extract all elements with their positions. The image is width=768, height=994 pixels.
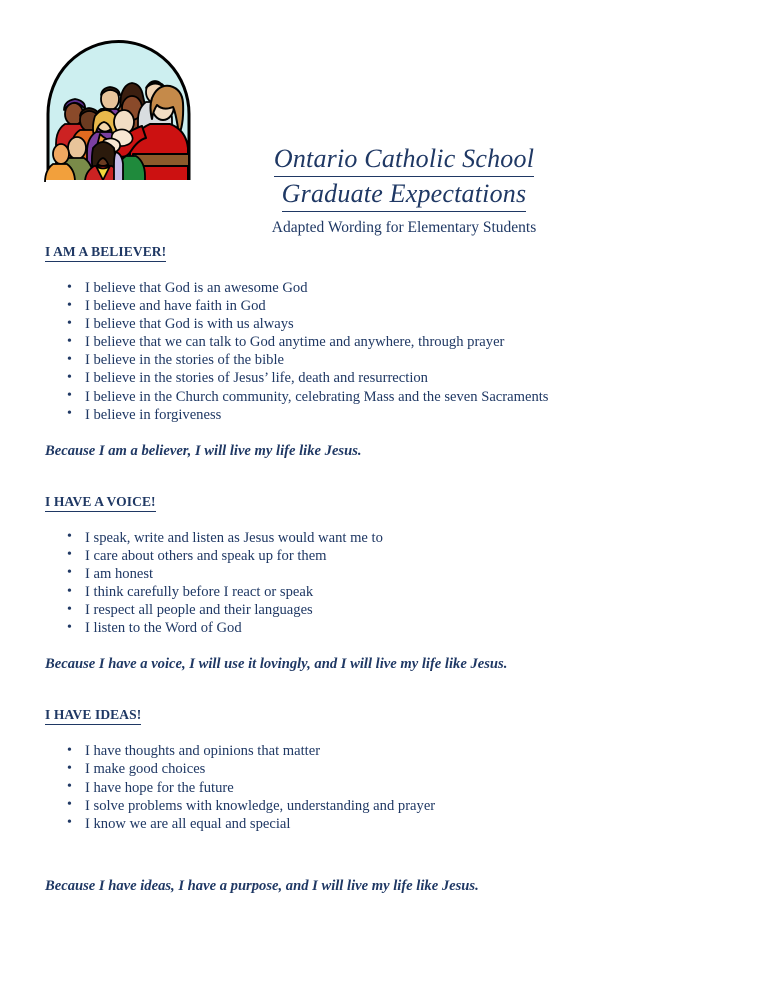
section-conclusion: Because I have a voice, I will use it lovingly, and I will live my life like Jesus. [45,656,508,673]
page-title [208,142,600,212]
list-item: • I believe that God is an awesome God [85,279,768,297]
list-item: • I believe in forgiveness [85,406,768,424]
spacer [0,461,768,493]
list-item: • I think carefully before I react or speak [85,583,768,601]
spacer [0,859,768,877]
section-heading [45,243,768,262]
page-title-line-1: Ontario Catholic School [274,142,534,177]
section-heading-text: I HAVE A VOICE! [45,493,156,512]
section-heading-text: I AM A BELIEVER! [45,243,166,262]
section-i-am-a-believer [0,243,768,493]
spacer [0,674,768,706]
section-heading [45,493,768,512]
section-heading [45,706,768,725]
list-item: • I solve problems with knowledge, understanding and prayer [85,797,768,815]
list-item: • I respect all people and their languages [85,601,768,619]
list-item: • I listen to the Word of God [85,619,768,637]
list-item: • I know we are all equal and special [85,815,768,833]
section-conclusion: Because I have ideas, I have a purpose, and I will live my life like Jesus. [45,877,479,894]
section-i-have-ideas [0,706,768,895]
bullet-list [0,529,768,638]
section-heading-text: I HAVE IDEAS! [45,706,141,725]
spacer [0,637,768,655]
spacer [0,833,768,859]
title-block [208,142,600,238]
section-i-have-a-voice [0,493,768,707]
bullet-list [0,742,768,832]
page-subtitle: Adapted Wording for Elementary Students [271,219,537,236]
list-item: • I believe that God is with us always [85,315,768,333]
list-item: • I speak, write and listen as Jesus would want me to [85,529,768,547]
jesus-with-crowd-clipart [42,36,195,182]
bullet-list [0,279,768,424]
list-item: • I have hope for the future [85,779,768,797]
list-item: • I believe in the stories of the bible [85,351,768,369]
list-item: • I believe that we can talk to God anytime and anywhere, through prayer [85,333,768,351]
list-item: • I have thoughts and opinions that matter [85,742,768,760]
list-item: • I believe in the Church community, celebrating Mass and the seven Sacraments [85,388,768,406]
list-item: • I believe in the stories of Jesus’ life, death and resurrection [85,369,768,387]
section-conclusion: Because I am a believer, I will live my life like Jesus. [45,442,362,459]
list-item: • I believe and have faith in God [85,297,768,315]
list-item: • I care about others and speak up for them [85,547,768,565]
list-item: • I make good choices [85,760,768,778]
page-title-line-2: Graduate Expectations [282,177,527,212]
spacer [0,424,768,442]
list-item: • I am honest [85,565,768,583]
document-body [0,243,768,896]
